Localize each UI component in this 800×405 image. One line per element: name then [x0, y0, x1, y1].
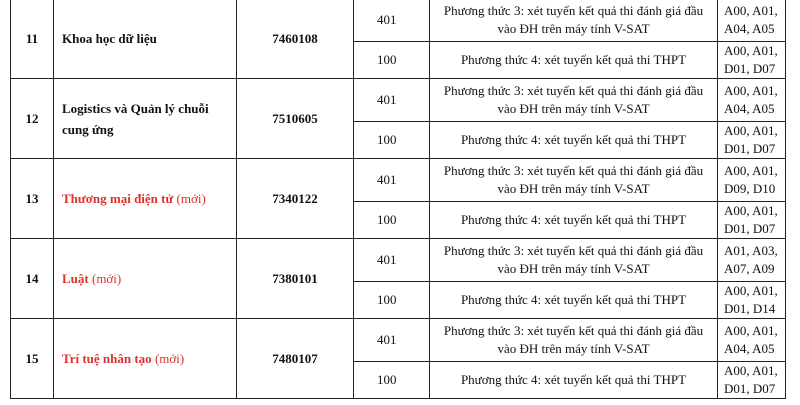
major-code: 7460108	[237, 0, 354, 79]
major-name-cell	[54, 239, 237, 319]
quota: 401	[354, 79, 430, 122]
subject-combinations: A01, A03, A07, A09	[718, 239, 786, 282]
quota: 100	[354, 282, 430, 319]
admissions-table	[10, 0, 786, 399]
major-name-cell	[54, 319, 237, 399]
major-code: 7480107	[237, 319, 354, 399]
major-name: Thương mại điện tử	[62, 191, 174, 206]
row-number: 13	[11, 159, 54, 239]
quota: 401	[354, 319, 430, 362]
new-major-tag: (mới)	[176, 191, 206, 206]
subject-combinations: A00, A01, D01, D07	[718, 42, 786, 79]
table-row-major-11	[11, 0, 786, 42]
subject-combinations: A00, A01, A04, A05	[718, 0, 786, 42]
subject-combinations: A00, A01, A04, A05	[718, 79, 786, 122]
row-number: 14	[11, 239, 54, 319]
subject-combinations: A00, A01, D01, D07	[718, 362, 786, 399]
major-name: Trí tuệ nhân tạo	[62, 351, 152, 366]
admission-method: Phương thức 3: xét tuyển kết quả thi đánh giá đầu vào ĐH trên máy tính V-SAT	[430, 79, 718, 122]
row-number: 15	[11, 319, 54, 399]
admission-method: Phương thức 4: xét tuyển kết quả thi THPT	[430, 42, 718, 79]
subject-combinations: A00, A01, A04, A05	[718, 319, 786, 362]
row-number: 12	[11, 79, 54, 159]
major-name: Logistics và Quản lý chuỗi cung ứng	[62, 100, 209, 137]
subject-combinations: A00, A01, D01, D07	[718, 202, 786, 239]
major-name-cell	[54, 0, 237, 79]
table-row-major-15	[11, 319, 786, 362]
table-row-major-12	[11, 79, 786, 122]
major-name-cell	[54, 159, 237, 239]
table-row-major-14	[11, 239, 786, 282]
major-code: 7340122	[237, 159, 354, 239]
major-name: Khoa học dữ liệu	[62, 31, 157, 46]
quota: 100	[354, 362, 430, 399]
quota: 401	[354, 0, 430, 42]
new-major-tag: (mới)	[91, 271, 122, 286]
subject-combinations: A00, A01, D01, D14	[718, 282, 786, 319]
major-code: 7380101	[237, 239, 354, 319]
admission-method: Phương thức 4: xét tuyển kết quả thi THPT	[430, 122, 718, 159]
subject-combinations: A00, A01, D09, D10	[718, 159, 786, 202]
admission-method: Phương thức 3: xét tuyển kết quả thi đánh giá đầu vào ĐH trên máy tính V-SAT	[430, 239, 718, 282]
admission-method: Phương thức 4: xét tuyển kết quả thi THPT	[430, 362, 718, 399]
quota: 100	[354, 42, 430, 79]
admission-method: Phương thức 4: xét tuyển kết quả thi THPT	[430, 282, 718, 319]
admission-method: Phương thức 3: xét tuyển kết quả thi đánh giá đầu vào ĐH trên máy tính V-SAT	[430, 0, 718, 42]
new-major-tag: (mới)	[154, 351, 185, 366]
admission-method: Phương thức 4: xét tuyển kết quả thi THPT	[430, 202, 718, 239]
admission-method: Phương thức 3: xét tuyển kết quả thi đánh giá đầu vào ĐH trên máy tính V-SAT	[430, 319, 718, 362]
admission-method: Phương thức 3: xét tuyển kết quả thi đánh giá đầu vào ĐH trên máy tính V-SAT	[430, 159, 718, 202]
admissions-table-body	[11, 0, 786, 399]
major-name: Luật	[62, 271, 89, 286]
quota: 100	[354, 122, 430, 159]
row-number: 11	[11, 0, 54, 79]
major-name-cell	[54, 79, 237, 159]
quota: 100	[354, 202, 430, 239]
table-row-major-13	[11, 159, 786, 202]
major-code: 7510605	[237, 79, 354, 159]
quota: 401	[354, 239, 430, 282]
quota: 401	[354, 159, 430, 202]
subject-combinations: A00, A01, D01, D07	[718, 122, 786, 159]
